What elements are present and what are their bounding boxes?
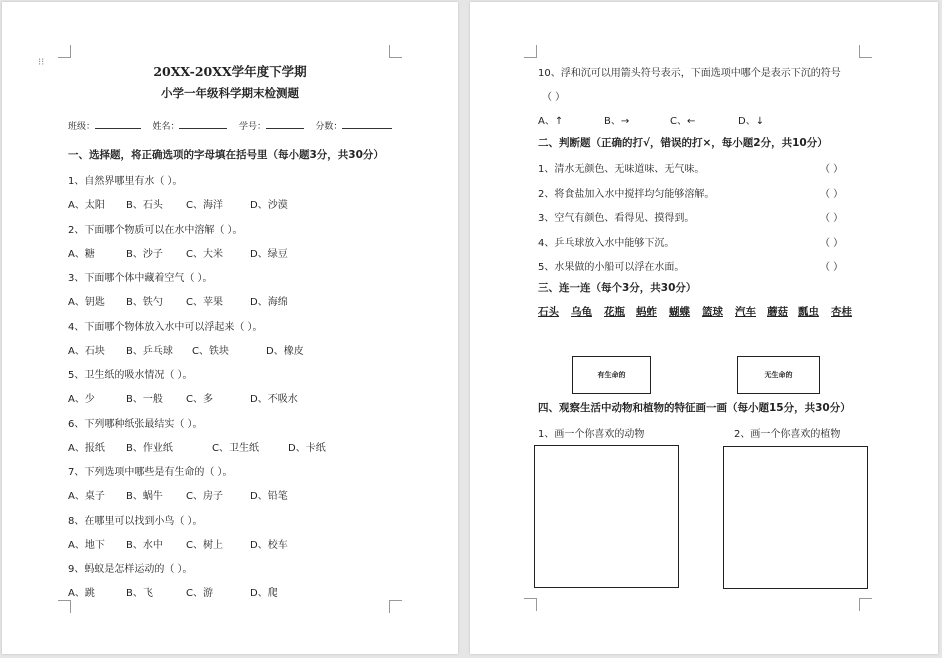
option-d[interactable]: D、↓ bbox=[738, 116, 765, 127]
question-10: 10、浮和沉可以用箭头符号表示，下面选项中哪个是表示下沉的符号 bbox=[538, 68, 841, 79]
nonliving-box[interactable] bbox=[737, 356, 820, 394]
question-2-option-a[interactable]: A、糖 bbox=[68, 248, 95, 260]
question-8: 8、在哪里可以找到小鸟（ ）。 bbox=[68, 515, 203, 527]
title-line-2: 小学一年级科学期末检测题 bbox=[161, 86, 299, 100]
section-2-title: 二、判断题（正确的打√，错误的打×，每小题2分，共10分） bbox=[538, 137, 828, 149]
question-1: 1、自然界哪里有水（ ）。 bbox=[68, 176, 183, 187]
question-7-option-c[interactable]: C、房子 bbox=[186, 491, 223, 502]
student-info-row bbox=[68, 117, 392, 132]
question-2: 2、下面哪个物质可以在水中溶解（ ）。 bbox=[68, 224, 243, 236]
crop-mark bbox=[389, 45, 402, 58]
question-6: 6、下列哪种纸张最结实（ ）。 bbox=[68, 418, 203, 430]
question-1-option-c[interactable]: C、海洋 bbox=[186, 200, 223, 211]
draw-plant-box[interactable] bbox=[723, 446, 868, 589]
match-word-5[interactable]: 蝴蝶 bbox=[669, 306, 690, 318]
question-7: 7、下列选项中哪些是有生命的（ ）。 bbox=[68, 467, 233, 478]
question-1-option-d[interactable]: D、沙漠 bbox=[250, 200, 288, 211]
drag-handle-icon[interactable]: ⁝⁝ bbox=[38, 57, 45, 68]
judgment-2: 2、将食盐加入水中搅拌均匀能够溶解。 bbox=[538, 188, 715, 200]
judgment-3: 3、空气有颜色、看得见、摸得到。 bbox=[538, 213, 695, 224]
class-field[interactable] bbox=[95, 117, 141, 129]
question-6-option-b[interactable]: B、作业纸 bbox=[126, 442, 173, 454]
draw-animal-box[interactable] bbox=[534, 445, 679, 588]
question-9-option-a[interactable]: A、跳 bbox=[68, 588, 95, 599]
question-8-option-c[interactable]: C、树上 bbox=[186, 539, 223, 551]
question-8-option-d[interactable]: D、校车 bbox=[250, 539, 288, 551]
judgment-5-answer[interactable]: （ ） bbox=[820, 262, 844, 273]
living-box[interactable] bbox=[572, 356, 651, 394]
section-3-title: 三、连一连（每个3分，共30分） bbox=[538, 282, 697, 294]
judgment-4: 4、乒乓球放入水中能够下沉。 bbox=[538, 237, 675, 249]
question-5-option-d[interactable]: D、不吸水 bbox=[250, 394, 298, 405]
crop-mark bbox=[859, 598, 872, 611]
crop-mark bbox=[524, 45, 537, 58]
question-7-option-d[interactable]: D、铅笔 bbox=[250, 491, 288, 502]
student-id-field[interactable] bbox=[266, 117, 304, 129]
question-9: 9、蚂蚁是怎样运动的（ ）。 bbox=[68, 564, 193, 575]
name-field[interactable] bbox=[179, 117, 227, 129]
question-9-option-c[interactable]: C、游 bbox=[186, 588, 213, 599]
question-4-option-b[interactable]: B、乒乓球 bbox=[126, 345, 173, 357]
judgment-4-answer[interactable]: （ ） bbox=[820, 237, 844, 249]
match-word-6[interactable]: 篮球 bbox=[702, 306, 723, 318]
question-1-option-a[interactable]: A、太阳 bbox=[68, 200, 105, 211]
crop-mark bbox=[859, 45, 872, 58]
match-word-8[interactable]: 蘑菇 bbox=[767, 306, 788, 318]
question-3-option-d[interactable]: D、海绵 bbox=[250, 297, 288, 308]
score-field[interactable] bbox=[342, 117, 392, 129]
question-9-option-b[interactable]: B、飞 bbox=[126, 588, 153, 599]
question-6-option-a[interactable]: A、报纸 bbox=[68, 442, 105, 454]
info-label-name: 姓名： bbox=[152, 122, 180, 132]
match-word-10[interactable]: 杏桂 bbox=[831, 306, 852, 318]
question-9-option-d[interactable]: D、爬 bbox=[250, 588, 278, 599]
match-word-4[interactable]: 蚂蚱 bbox=[636, 306, 657, 318]
question-2-option-b[interactable]: B、沙子 bbox=[126, 248, 163, 260]
question-7-option-a[interactable]: A、桌子 bbox=[68, 491, 105, 502]
question-5-option-b[interactable]: B、一般 bbox=[126, 394, 163, 405]
match-word-7[interactable]: 汽车 bbox=[735, 306, 756, 318]
match-word-9[interactable]: 瓢虫 bbox=[798, 306, 819, 318]
crop-mark bbox=[58, 600, 71, 613]
question-10-answer[interactable]: （ ） bbox=[542, 92, 566, 103]
section-1-title: 一、选择题，将正确选项的字母填在括号里（每小题3分，共30分） bbox=[68, 149, 384, 161]
question-2-option-d[interactable]: D、绿豆 bbox=[250, 248, 288, 260]
question-4-option-c[interactable]: C、铁块 bbox=[192, 345, 229, 357]
judgment-2-answer[interactable]: （ ） bbox=[820, 188, 844, 200]
info-label-score: 分数： bbox=[315, 122, 343, 132]
question-8-option-a[interactable]: A、地下 bbox=[68, 539, 105, 551]
draw-2-label: 2、画一个你喜欢的植物 bbox=[734, 429, 841, 440]
question-8-option-b[interactable]: B、水中 bbox=[126, 539, 163, 551]
question-6-option-d[interactable]: D、卡纸 bbox=[288, 442, 326, 454]
option-a[interactable]: A、↑ bbox=[538, 116, 564, 127]
judgment-1: 1、清水无颜色、无味道味、无气味。 bbox=[538, 164, 705, 175]
question-1-option-b[interactable]: B、石头 bbox=[126, 200, 163, 211]
draw-1-label: 1、画一个你喜欢的动物 bbox=[538, 429, 645, 440]
option-b[interactable]: B、→ bbox=[604, 116, 630, 127]
question-5-option-c[interactable]: C、多 bbox=[186, 394, 213, 405]
section-4-title: 四、观察生活中动物和植物的特征画一画（每小题15分，共30分） bbox=[538, 402, 851, 414]
question-3-option-a[interactable]: A、钥匙 bbox=[68, 297, 105, 308]
question-4: 4、下面哪个物体放入水中可以浮起来（ ）。 bbox=[68, 321, 263, 333]
info-label-id: 学号： bbox=[238, 122, 266, 132]
nonliving-box-label: 无生命的 bbox=[764, 371, 793, 379]
question-7-option-b[interactable]: B、蜗牛 bbox=[126, 491, 163, 502]
living-box-label: 有生命的 bbox=[597, 371, 626, 379]
judgment-1-answer[interactable]: （ ） bbox=[820, 164, 844, 175]
title-line-1: 20XX-20XX学年度下学期 bbox=[153, 64, 307, 79]
crop-mark bbox=[389, 600, 402, 613]
question-5-option-a[interactable]: A、少 bbox=[68, 394, 95, 405]
question-2-option-c[interactable]: C、大米 bbox=[186, 248, 223, 260]
match-word-1[interactable]: 石头 bbox=[538, 306, 559, 318]
option-c[interactable]: C、← bbox=[670, 116, 696, 127]
question-4-option-d[interactable]: D、橡皮 bbox=[266, 345, 304, 357]
crop-mark bbox=[58, 45, 71, 58]
question-3-option-b[interactable]: B、铁勺 bbox=[126, 297, 163, 308]
page-2 bbox=[470, 2, 938, 654]
page-1 bbox=[2, 2, 458, 654]
question-6-option-c[interactable]: C、卫生纸 bbox=[212, 442, 259, 454]
crop-mark bbox=[524, 598, 537, 611]
question-5: 5、卫生纸的吸水情况（ ）。 bbox=[68, 370, 193, 381]
match-word-3[interactable]: 花瓶 bbox=[604, 306, 625, 318]
question-3-option-c[interactable]: C、苹果 bbox=[186, 297, 223, 308]
judgment-5: 5、水果做的小船可以浮在水面。 bbox=[538, 262, 685, 273]
info-label-class: 班级： bbox=[68, 122, 96, 132]
question-3: 3、下面哪个体中藏着空气（ ）。 bbox=[68, 273, 213, 284]
question-4-option-a[interactable]: A、石块 bbox=[68, 345, 105, 357]
match-word-2[interactable]: 乌龟 bbox=[571, 306, 592, 318]
judgment-3-answer[interactable]: （ ） bbox=[820, 213, 844, 224]
